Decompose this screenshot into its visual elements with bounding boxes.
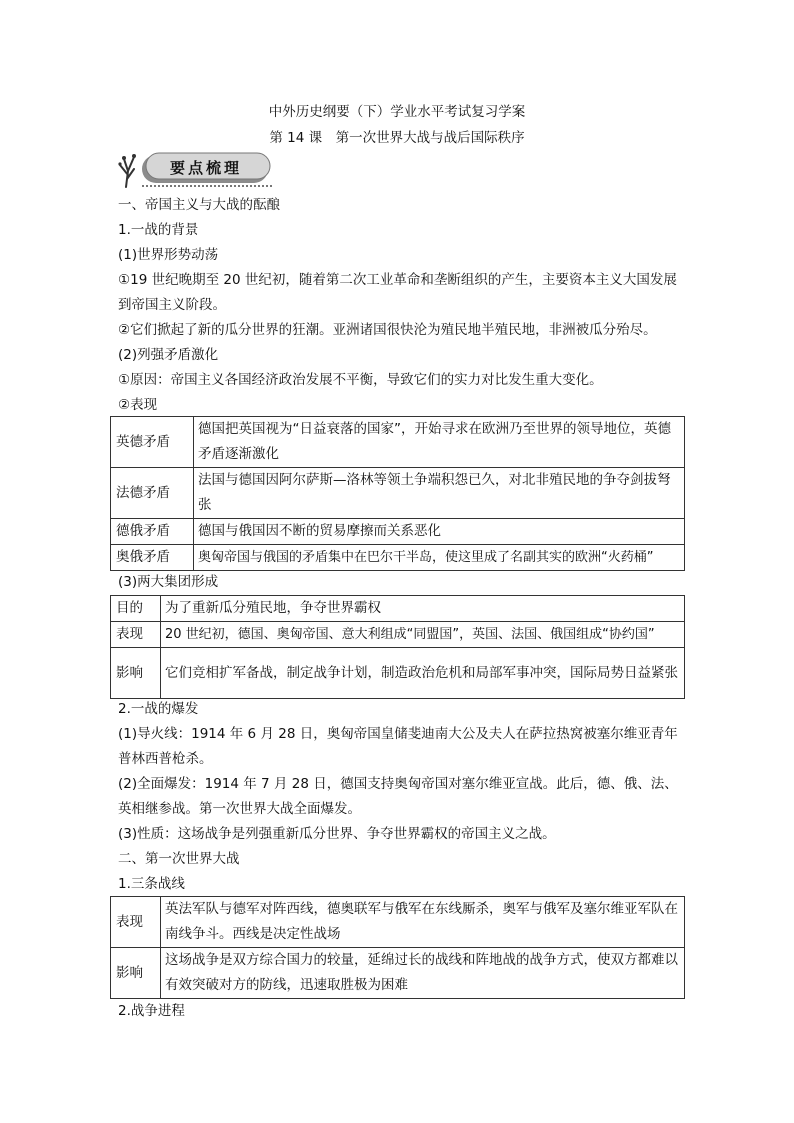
row-text: 法国与德国因阿尔萨斯—洛林等领土争端积怨已久，对北非殖民地的争夺剑拔弩张 — [194, 468, 685, 519]
conflicts-table — [110, 416, 685, 571]
subsection-1-1: 1.一战的背景 — [118, 222, 199, 238]
row-text: 英法军队与德军对阵西线，德奥联军与俄军在东线厮杀，奥军与俄军及塞尔维亚军队在南线争斗。西线是决定性战场 — [161, 897, 685, 948]
banner-label: 要点梳理 — [170, 159, 243, 177]
row-text: 20 世纪初，德国、奥匈帝国、意大利组成“同盟国”，英国、法国、俄国组成“协约国” — [161, 622, 685, 648]
table-row — [111, 545, 685, 571]
subsection-2-1: 1.三条战线 — [118, 876, 185, 892]
table-row — [111, 519, 685, 545]
row-label: 法德矛盾 — [111, 468, 194, 519]
point-3: (3)两大集团形成 — [118, 574, 219, 590]
row-text: 它们竞相扩军备战，制定战争计划，制造政治危机和局部军事冲突，国际局势日益紧张 — [161, 648, 685, 699]
item-4: ②表现 — [118, 397, 158, 413]
table-row — [111, 468, 685, 519]
document-title: 中外历史纲要（下）学业水平考试复习学案 — [268, 104, 526, 120]
row-text: 为了重新瓜分殖民地，争夺世界霸权 — [161, 596, 685, 622]
row-label: 目的 — [111, 596, 161, 622]
fronts-table — [110, 896, 685, 999]
item-2: ②它们掀起了新的瓜分世界的狂潮。亚洲诸国很快沦为殖民地半殖民地，非洲被瓜分殆尽。 — [118, 322, 657, 338]
row-label: 影响 — [111, 648, 161, 699]
item-1: ①19 世纪晚期至 20 世纪初，随着第二次工业革命和垄断组织的产生，主要资本主义大国发展到帝国主义阶段。 — [118, 272, 677, 313]
event-1: (1)导火线：1914 年 6 月 28 日，奥匈帝国皇储斐迪南大公及夫人在萨拉热窝被塞尔维亚青年普林西普枪杀。 — [118, 726, 678, 767]
blocs-table — [110, 595, 685, 699]
row-text: 奥匈帝国与俄国的矛盾集中在巴尔干半岛，使这里成了名副其实的欧洲“火药桶” — [194, 545, 685, 571]
row-label: 影响 — [111, 948, 161, 999]
row-label: 英德矛盾 — [111, 417, 194, 468]
lesson-title: 第 14 课 第一次世界大战与战后国际秩序 — [269, 130, 525, 146]
table-row — [111, 948, 685, 999]
subsection-1-2: 2.一战的爆发 — [118, 701, 199, 717]
row-text: 德国把英国视为“日益衰落的国家”，开始寻求在欧洲乃至世界的领导地位，英德矛盾逐渐激化 — [194, 417, 685, 468]
table-row — [111, 417, 685, 468]
row-label: 德俄矛盾 — [111, 519, 194, 545]
event-3: (3)性质：这场战争是列强重新瓜分世界、争夺世界霸权的帝国主义之战。 — [118, 826, 556, 842]
section-2-heading: 二、第一次世界大战 — [118, 851, 240, 867]
event-2: (2)全面爆发：1914 年 7 月 28 日，德国支持奥匈帝国对塞尔维亚宣战。此后，德、俄、法、英相继参战。第一次世界大战全面爆发。 — [118, 776, 678, 817]
row-text: 德国与俄国因不断的贸易摩擦而关系恶化 — [194, 519, 685, 545]
table-row — [111, 622, 685, 648]
section-1-heading: 一、帝国主义与大战的酝酿 — [118, 197, 280, 213]
section-banner — [116, 151, 274, 189]
row-label: 奥俄矛盾 — [111, 545, 194, 571]
table-row — [111, 596, 685, 622]
table-row — [111, 897, 685, 948]
point-2: (2)列强矛盾激化 — [118, 347, 219, 363]
row-label: 表现 — [111, 897, 161, 948]
item-3: ①原因：帝国主义各国经济政治发展不平衡，导致它们的实力对比发生重大变化。 — [118, 372, 603, 388]
table-row — [111, 648, 685, 699]
point-1: (1)世界形势动荡 — [118, 247, 219, 263]
row-label: 表现 — [111, 622, 161, 648]
row-text: 这场战争是双方综合国力的较量，延绵过长的战线和阵地战的战争方式，使双方都难以有效突破对方的防线，迅速取胜极为困难 — [161, 948, 685, 999]
subsection-2-2: 2.战争进程 — [118, 1003, 185, 1019]
